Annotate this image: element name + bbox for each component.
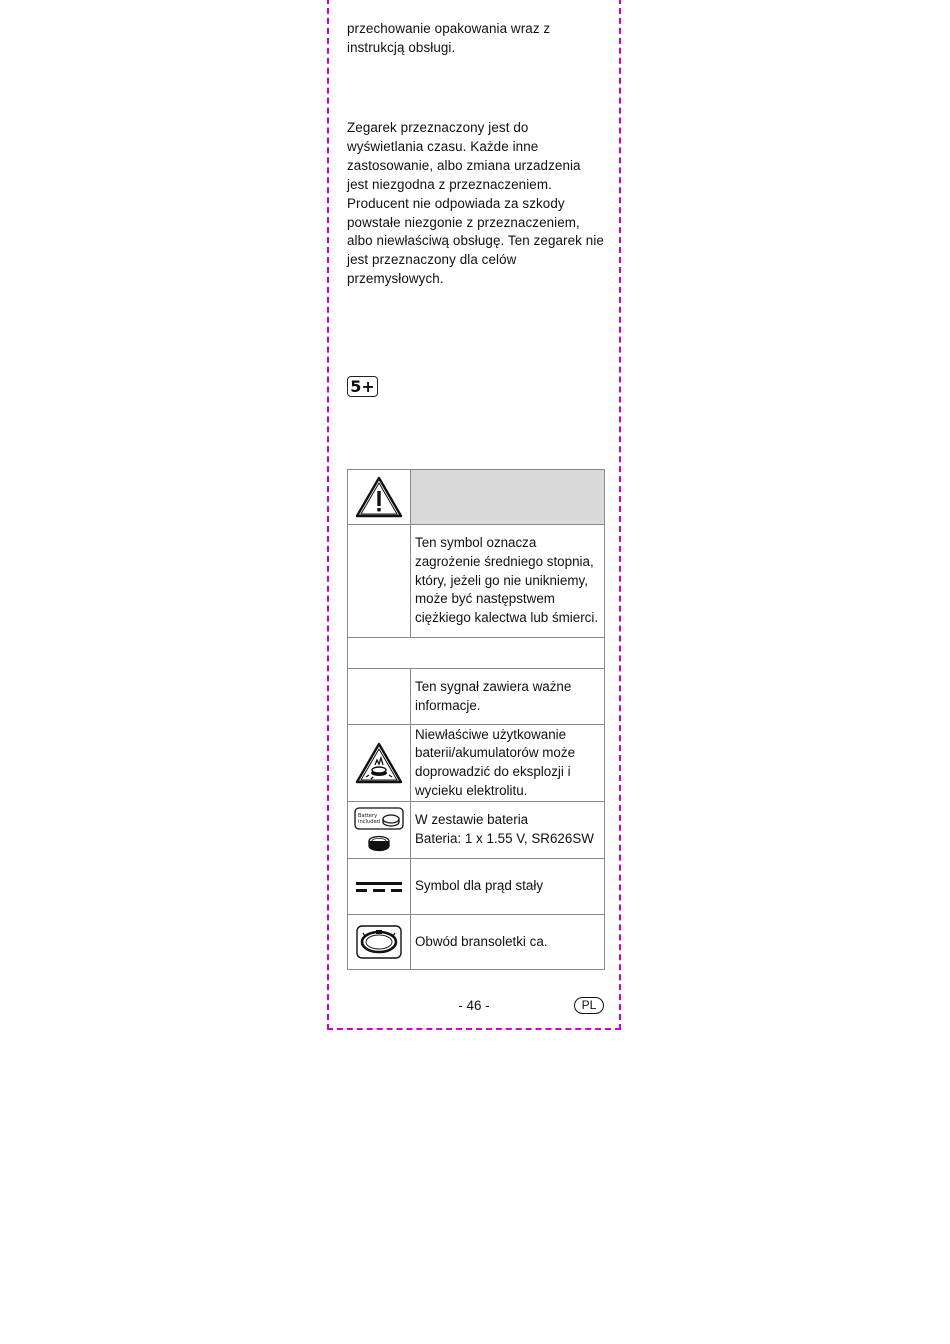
- storage-paragraph: przechowanie opakowania wraz z instrukcją obsługi.: [347, 21, 551, 55]
- battery-included-line: W zestawie bateria: [415, 812, 529, 828]
- table-cell: [348, 638, 605, 669]
- table-cell: Ten sygnał zawiera ważne informacje.: [411, 669, 605, 725]
- table-row: [348, 669, 605, 725]
- table-cell: [411, 802, 605, 859]
- table-row: [348, 725, 605, 802]
- battery-spec-line: Bateria: 1 x 1.55 V, SR626SW: [415, 831, 594, 846]
- table-row: [348, 802, 605, 859]
- table-row: [348, 638, 605, 669]
- battery-label-text: Battery: [358, 813, 378, 819]
- safety-symbols-table: [347, 469, 605, 970]
- table-row: [348, 859, 605, 915]
- language-badge: PL: [574, 997, 604, 1014]
- table-cell: [411, 470, 605, 525]
- intended-use-paragraph: Zegarek przeznaczony jest do wyświetlania czasu. Każde inne zastosowanie, albo zmiana urzadzenia jest niezgodna z przeznaczeniem. Producent nie odpowiada za szkody powstałe niezgonie z przeznaczeniem, albo niewłaściwą obsługę. Ten zegarek nie jest przeznaczony dla celów przemysłowych.: [347, 120, 604, 287]
- table-row: [348, 470, 605, 525]
- warning-triangle-icon: [348, 470, 411, 525]
- age-5-plus-badge: 5+: [347, 376, 378, 397]
- direct-current-icon: [348, 859, 411, 915]
- bracelet-circumference-icon: [348, 915, 411, 970]
- table-cell: Ten symbol oznacza zagrożenie średniego stopnia, który, jeżeli go nie unikniemy, może być następstwem ciężkiego kalectwa lub śmierci.: [411, 525, 605, 638]
- battery-explosion-warning-icon: [348, 725, 411, 802]
- included-label-text: included: [358, 819, 381, 825]
- battery-included-icon: [348, 802, 411, 859]
- manual-page: [327, 0, 621, 1030]
- table-cell: Symbol dla prąd stały: [411, 859, 605, 915]
- table-row: [348, 525, 605, 638]
- table-cell: Niewłaściwe użytkowanie baterii/akumulatorów może doprowadzić do eksplozji i wycieku elektrolitu.: [411, 725, 605, 802]
- table-row: [348, 915, 605, 970]
- table-cell: Obwód bransoletki ca.: [411, 915, 605, 970]
- page-number: - 46 -: [458, 998, 490, 1013]
